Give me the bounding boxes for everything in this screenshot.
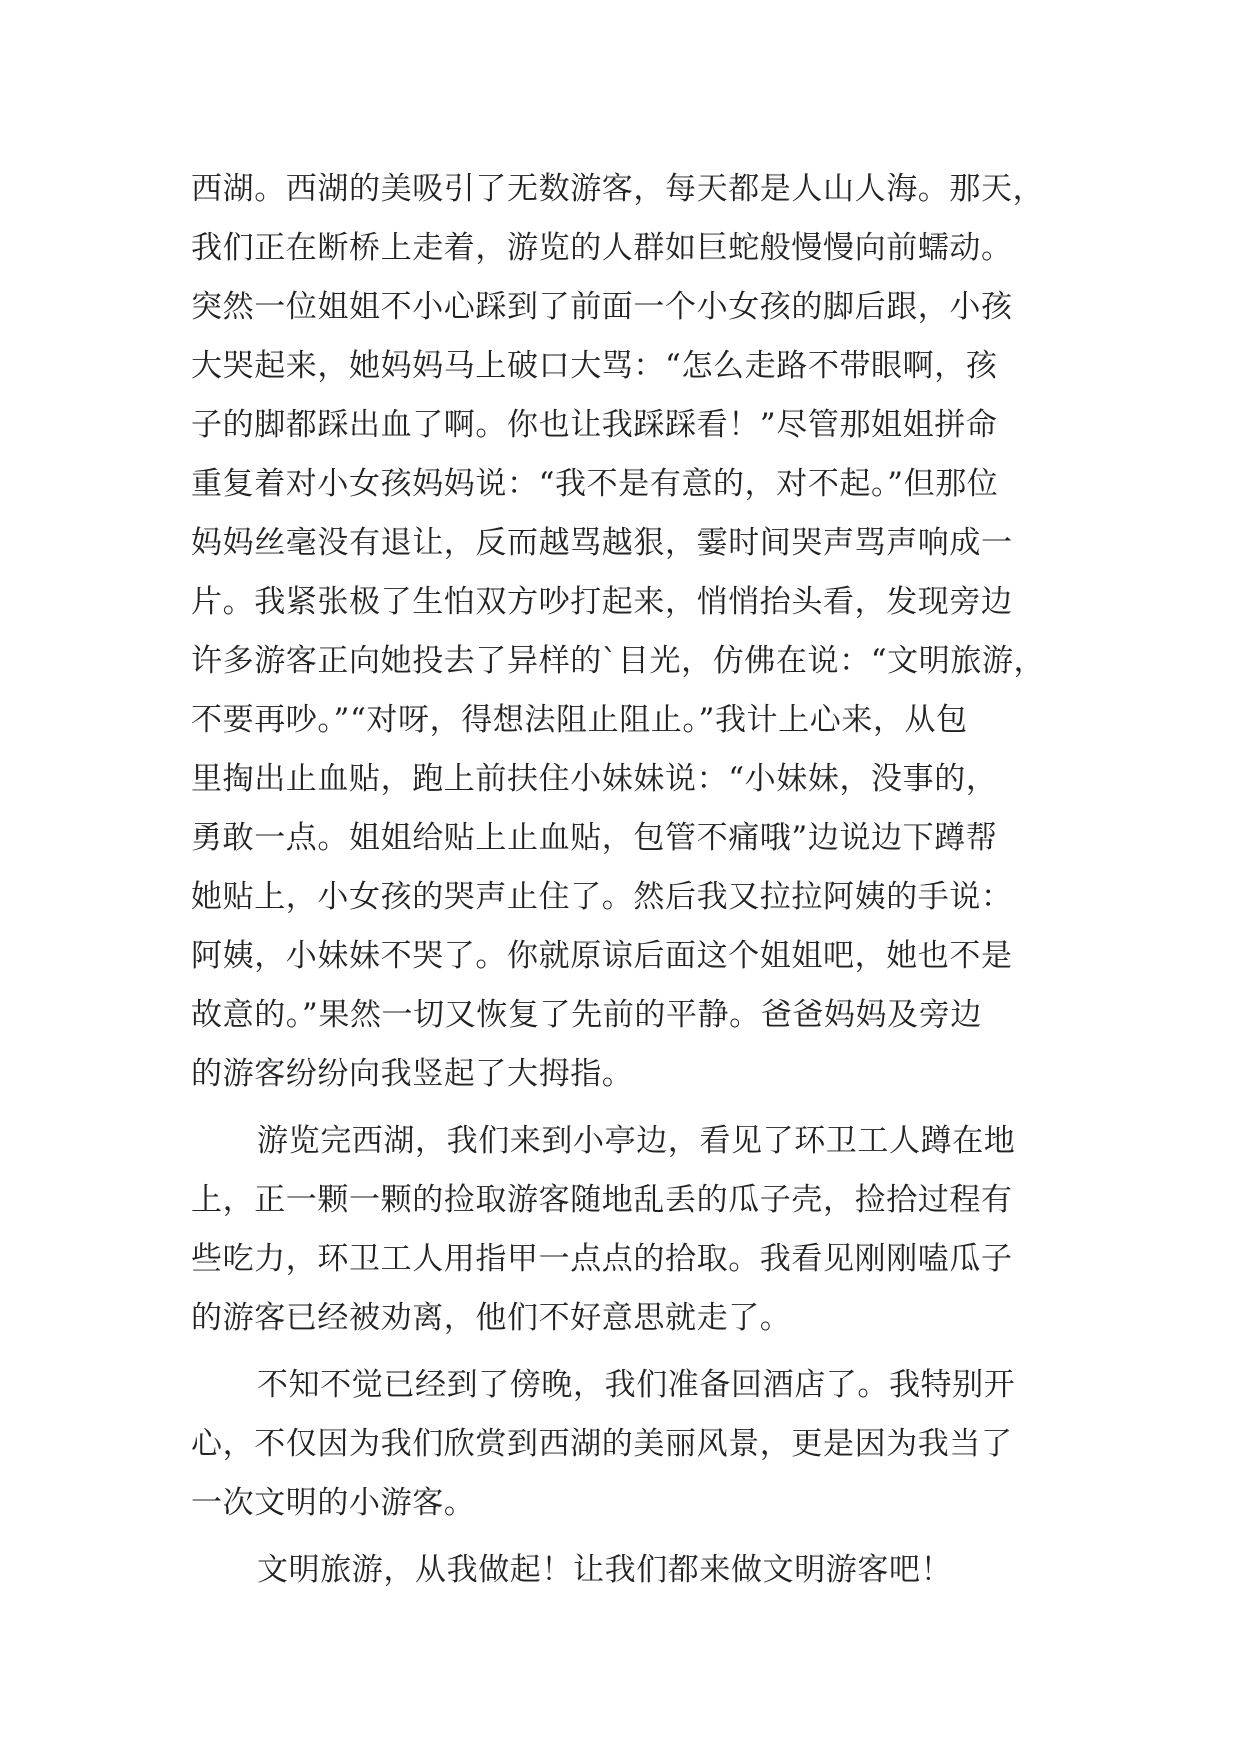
text-line: 突然一位姐姐不小心踩到了前面一个小女孩的脚后跟，小孩 — [191, 289, 1013, 325]
text-line: 阿姨，小妹妹不哭了。你就原谅后面这个姐姐吧，她也不是 — [191, 938, 1013, 974]
paragraph-2 — [191, 1112, 1091, 1348]
text-line: 她贴上，小女孩的哭声止住了。然后我又拉拉阿姨的手说： — [191, 879, 1013, 915]
text-line: 里掏出止血贴，跑上前扶住小妹妹说：“小妹妹，没事的， — [191, 761, 998, 797]
text-line: 的游客已经被劝离，他们不好意思就走了。 — [191, 1300, 792, 1336]
text-line: 勇敢一点。姐姐给贴上止血贴，包管不痛哦”边说边下蹲帮 — [191, 820, 998, 856]
text-line: 妈妈丝毫没有退让，反而越骂越狠，霎时间哭声骂声响成一 — [191, 525, 1013, 561]
text-line: 的游客纷纷向我竖起了大拇指。 — [191, 1056, 634, 1092]
text-line: 片。我紧张极了生怕双方吵打起来，悄悄抬头看，发现旁边 — [191, 584, 1013, 620]
text-line: 游览完西湖，我们来到小亭边，看见了环卫工人蹲在地 — [257, 1123, 1016, 1159]
text-line: 不知不觉已经到了傍晚，我们准备回酒店了。我特别开 — [257, 1367, 1016, 1403]
text-line: 文明旅游，从我做起！让我们都来做文明游客吧！ — [257, 1552, 953, 1588]
paragraph-3 — [191, 1356, 1091, 1533]
text-line: 上，正一颗一颗的捡取游客随地乱丢的瓜子壳，捡拾过程有 — [191, 1182, 1013, 1218]
paragraph-1 — [191, 160, 1091, 1104]
essay-body — [191, 160, 1091, 1608]
text-line: 不要再吵。”“对呀，得想法阻止阻止。”我计上心来，从包 — [191, 702, 968, 738]
text-line: 重复着对小女孩妈妈说：“我不是有意的，对不起。”但那位 — [191, 466, 999, 502]
text-line: 故意的。”果然一切又恢复了先前的平静。爸爸妈妈及旁边 — [191, 997, 982, 1033]
text-line: 许多游客正向她投去了异样的`目光，仿佛在说：“文明旅游， — [191, 643, 1046, 679]
text-line: 子的脚都踩出血了啊。你也让我踩踩看！”尽管那姐姐拼命 — [191, 407, 998, 443]
text-line: 我们正在断桥上走着，游览的人群如巨蛇般慢慢向前蠕动。 — [191, 230, 1013, 266]
paragraph-4 — [191, 1541, 1091, 1600]
text-line: 大哭起来，她妈妈马上破口大骂：“怎么走路不带眼啊，孩 — [191, 348, 998, 384]
text-line: 心，不仅因为我们欣赏到西湖的美丽风景，更是因为我当了 — [191, 1426, 1013, 1462]
text-line: 一次文明的小游客。 — [191, 1485, 476, 1521]
text-line: 些吃力，环卫工人用指甲一点点的拾取。我看见刚刚嗑瓜子 — [191, 1241, 1013, 1277]
text-line: 西湖。西湖的美吸引了无数游客，每天都是人山人海。那天， — [191, 171, 1045, 207]
